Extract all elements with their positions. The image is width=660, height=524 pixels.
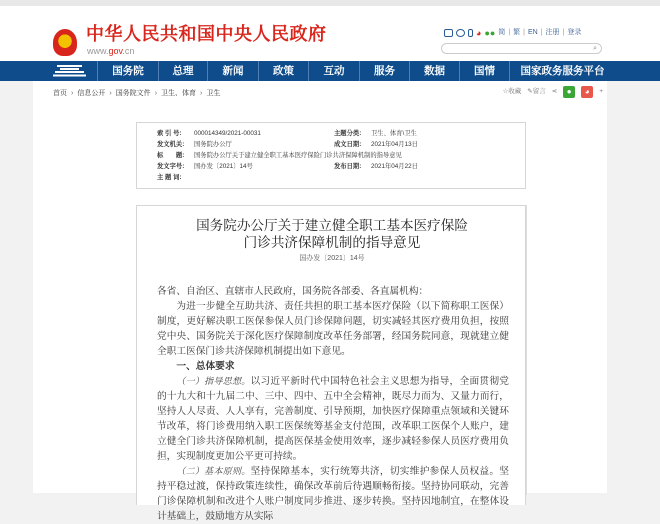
national-emblem-logo[interactable] (53, 29, 77, 56)
meta-value: 卫生、体育\卫生 (371, 130, 417, 137)
meta-label: 主 题 词: (157, 174, 182, 181)
nav-gov-service-platform[interactable]: 国家政务服务平台 (509, 61, 615, 81)
nav-premier[interactable]: 总理 (158, 61, 207, 81)
meta-value: 000014349/2021-00031 (194, 130, 261, 137)
meta-row (157, 162, 329, 171)
meta-label: 发布日期: (334, 163, 362, 170)
meta-label: 发文机关: (157, 141, 185, 148)
nav-policy[interactable]: 政策 (258, 61, 308, 81)
meta-row (157, 129, 329, 138)
url-part: .cn (122, 46, 135, 56)
meta-row (334, 162, 418, 171)
pen-icon: ✎ (527, 88, 533, 95)
nav-interaction[interactable]: 互动 (308, 61, 359, 81)
star-icon: ☆ (502, 88, 509, 95)
meta-value: 国务院办公厅关于建立健全职工基本医疗保险门诊共济保障机制的指导意见 (194, 152, 402, 159)
meta-value: 国办发〔2021〕14号 (194, 163, 253, 170)
nav-national-info[interactable]: 国情 (459, 61, 509, 81)
comment-button[interactable] (527, 86, 545, 98)
paragraph-label: （二）基本原则。 (176, 466, 251, 476)
link-english[interactable]: EN (527, 29, 538, 36)
top-links (444, 28, 581, 38)
weibo-icon[interactable]: ◕ (476, 28, 482, 38)
divider: | (562, 29, 565, 36)
breadcrumb (53, 89, 220, 98)
meta-value: 2021年04月22日 (371, 163, 418, 170)
meta-row (157, 140, 329, 149)
wechat-icon[interactable]: ●● (484, 28, 496, 38)
document-metadata (136, 122, 526, 189)
meta-label: 成文日期: (334, 141, 362, 148)
search-input[interactable] (441, 43, 602, 54)
content-container (33, 81, 607, 522)
meta-value: 2021年04月13日 (371, 141, 418, 148)
mobile-icon[interactable] (468, 29, 473, 37)
divider: | (523, 29, 525, 36)
crumb-info[interactable]: 信息公开 (77, 90, 106, 97)
divider (526, 205, 527, 495)
site-title[interactable]: 中华人民共和国中央人民政府 (86, 24, 327, 44)
rss-icon[interactable] (456, 29, 465, 37)
document-number: 国办发〔2021〕14号 (299, 255, 365, 262)
paragraph-label: （一）指导思想。 (176, 376, 251, 386)
crumb-health[interactable]: 卫生 (206, 90, 221, 97)
document-text (157, 284, 509, 524)
link-traditional[interactable]: 繁 (513, 29, 521, 36)
nav-state-council[interactable]: 国务院 (97, 61, 158, 81)
weibo-share-icon[interactable]: ◕ (581, 86, 593, 98)
meta-label: 发文字号: (157, 163, 185, 170)
paragraph (157, 374, 509, 464)
nav-data[interactable]: 数据 (409, 61, 459, 81)
crumb-health-sports[interactable]: 卫生、体育 (161, 90, 197, 97)
divider: | (508, 29, 511, 36)
url-part: www. (87, 46, 109, 56)
paragraph: 为进一步健全互助共济、责任共担的职工基本医疗保险（以下简称职工医保）制度，更好解决职工医保参保人员门诊保障问题，切实减轻其医疗费用负担，按照党中央、国务院关于深化医疗保障制度改革任务部署，经国务院同意，现就建立健全职工医保门诊共济保障机制提出如下意见。 (157, 301, 509, 357)
document-body (136, 205, 526, 522)
meta-label: 索 引 号: (157, 130, 182, 137)
mail-icon[interactable] (444, 29, 453, 37)
crumb-docs[interactable]: 国务院文件 (115, 90, 151, 97)
favorite-button[interactable] (502, 86, 521, 98)
link-register[interactable]: 注册 (545, 29, 560, 36)
wechat-share-icon[interactable]: ● (563, 86, 575, 98)
meta-label: 标 题: (157, 152, 185, 159)
meta-row (157, 173, 194, 182)
paragraph (157, 464, 509, 524)
comment-label: 留言 (532, 88, 546, 95)
meta-row (157, 151, 402, 160)
nav-services[interactable]: 服务 (359, 61, 409, 81)
share-icon[interactable]: ⋖ (551, 88, 558, 95)
link-login[interactable]: 登录 (567, 29, 582, 36)
salutation: 各省、自治区、直辖市人民政府，国务院各部委、各直属机构： (157, 286, 429, 297)
chevron-right-icon: › (154, 90, 158, 97)
search-icon[interactable]: ⌕ (593, 45, 597, 52)
nav-news[interactable]: 新闻 (207, 61, 258, 81)
chevron-right-icon: › (109, 90, 112, 97)
chevron-right-icon: › (200, 90, 203, 97)
section-heading: 一、总体要求 (176, 361, 235, 372)
document-title-line1: 国务院办公厅关于建立健全职工基本医疗保险 (196, 218, 468, 233)
document-title-line2: 门诊共济保障机制的指导意见 (243, 235, 421, 250)
link-simplified[interactable]: 简 (498, 29, 506, 36)
meta-label: 主题分类: (334, 130, 362, 137)
share-tools (502, 86, 603, 98)
site-url[interactable] (87, 46, 134, 56)
paragraph-text: 以习近平新时代中国特色社会主义思想为指导，全面贯彻党的十九大和十九届二中、三中、四中、五中全会精神，既尽力而为、又量力而行，坚持人人尽责、人人享有，完善制度、引导预期，加快医疗保障重点领域和关键环节改革，将门诊费用纳入职工医保统筹基金支付范围，改革职工医保个人账户，建立健全门诊共济保障机制，提高医保基金使用效率，逐步减轻参保人员医疗费用负担，实现制度更加公平更可持续。 (157, 376, 509, 462)
divider: | (540, 29, 543, 36)
meta-value: 国务院办公厅 (194, 141, 232, 148)
chevron-right-icon: › (71, 90, 74, 97)
tiananmen-icon[interactable] (53, 65, 86, 77)
more-share-button[interactable]: + (599, 88, 603, 95)
url-part: gov (108, 46, 123, 56)
main-nav (0, 61, 660, 81)
meta-row (334, 129, 417, 138)
favorite-label: 收藏 (508, 88, 522, 95)
crumb-home[interactable]: 首页 (53, 90, 67, 97)
paragraph-text: 坚持保障基本，实行统筹共济，切实维护参保人员权益。坚持平稳过渡，保持政策连续性，确保改革前后待遇顺畅衔接。坚持协同联动，完善门诊保障机制和改进个人账户制度同步推进、逐步转换。坚持因地制宜，在整体设计基础上，鼓励地方从实际 (157, 466, 509, 522)
meta-row (334, 140, 418, 149)
